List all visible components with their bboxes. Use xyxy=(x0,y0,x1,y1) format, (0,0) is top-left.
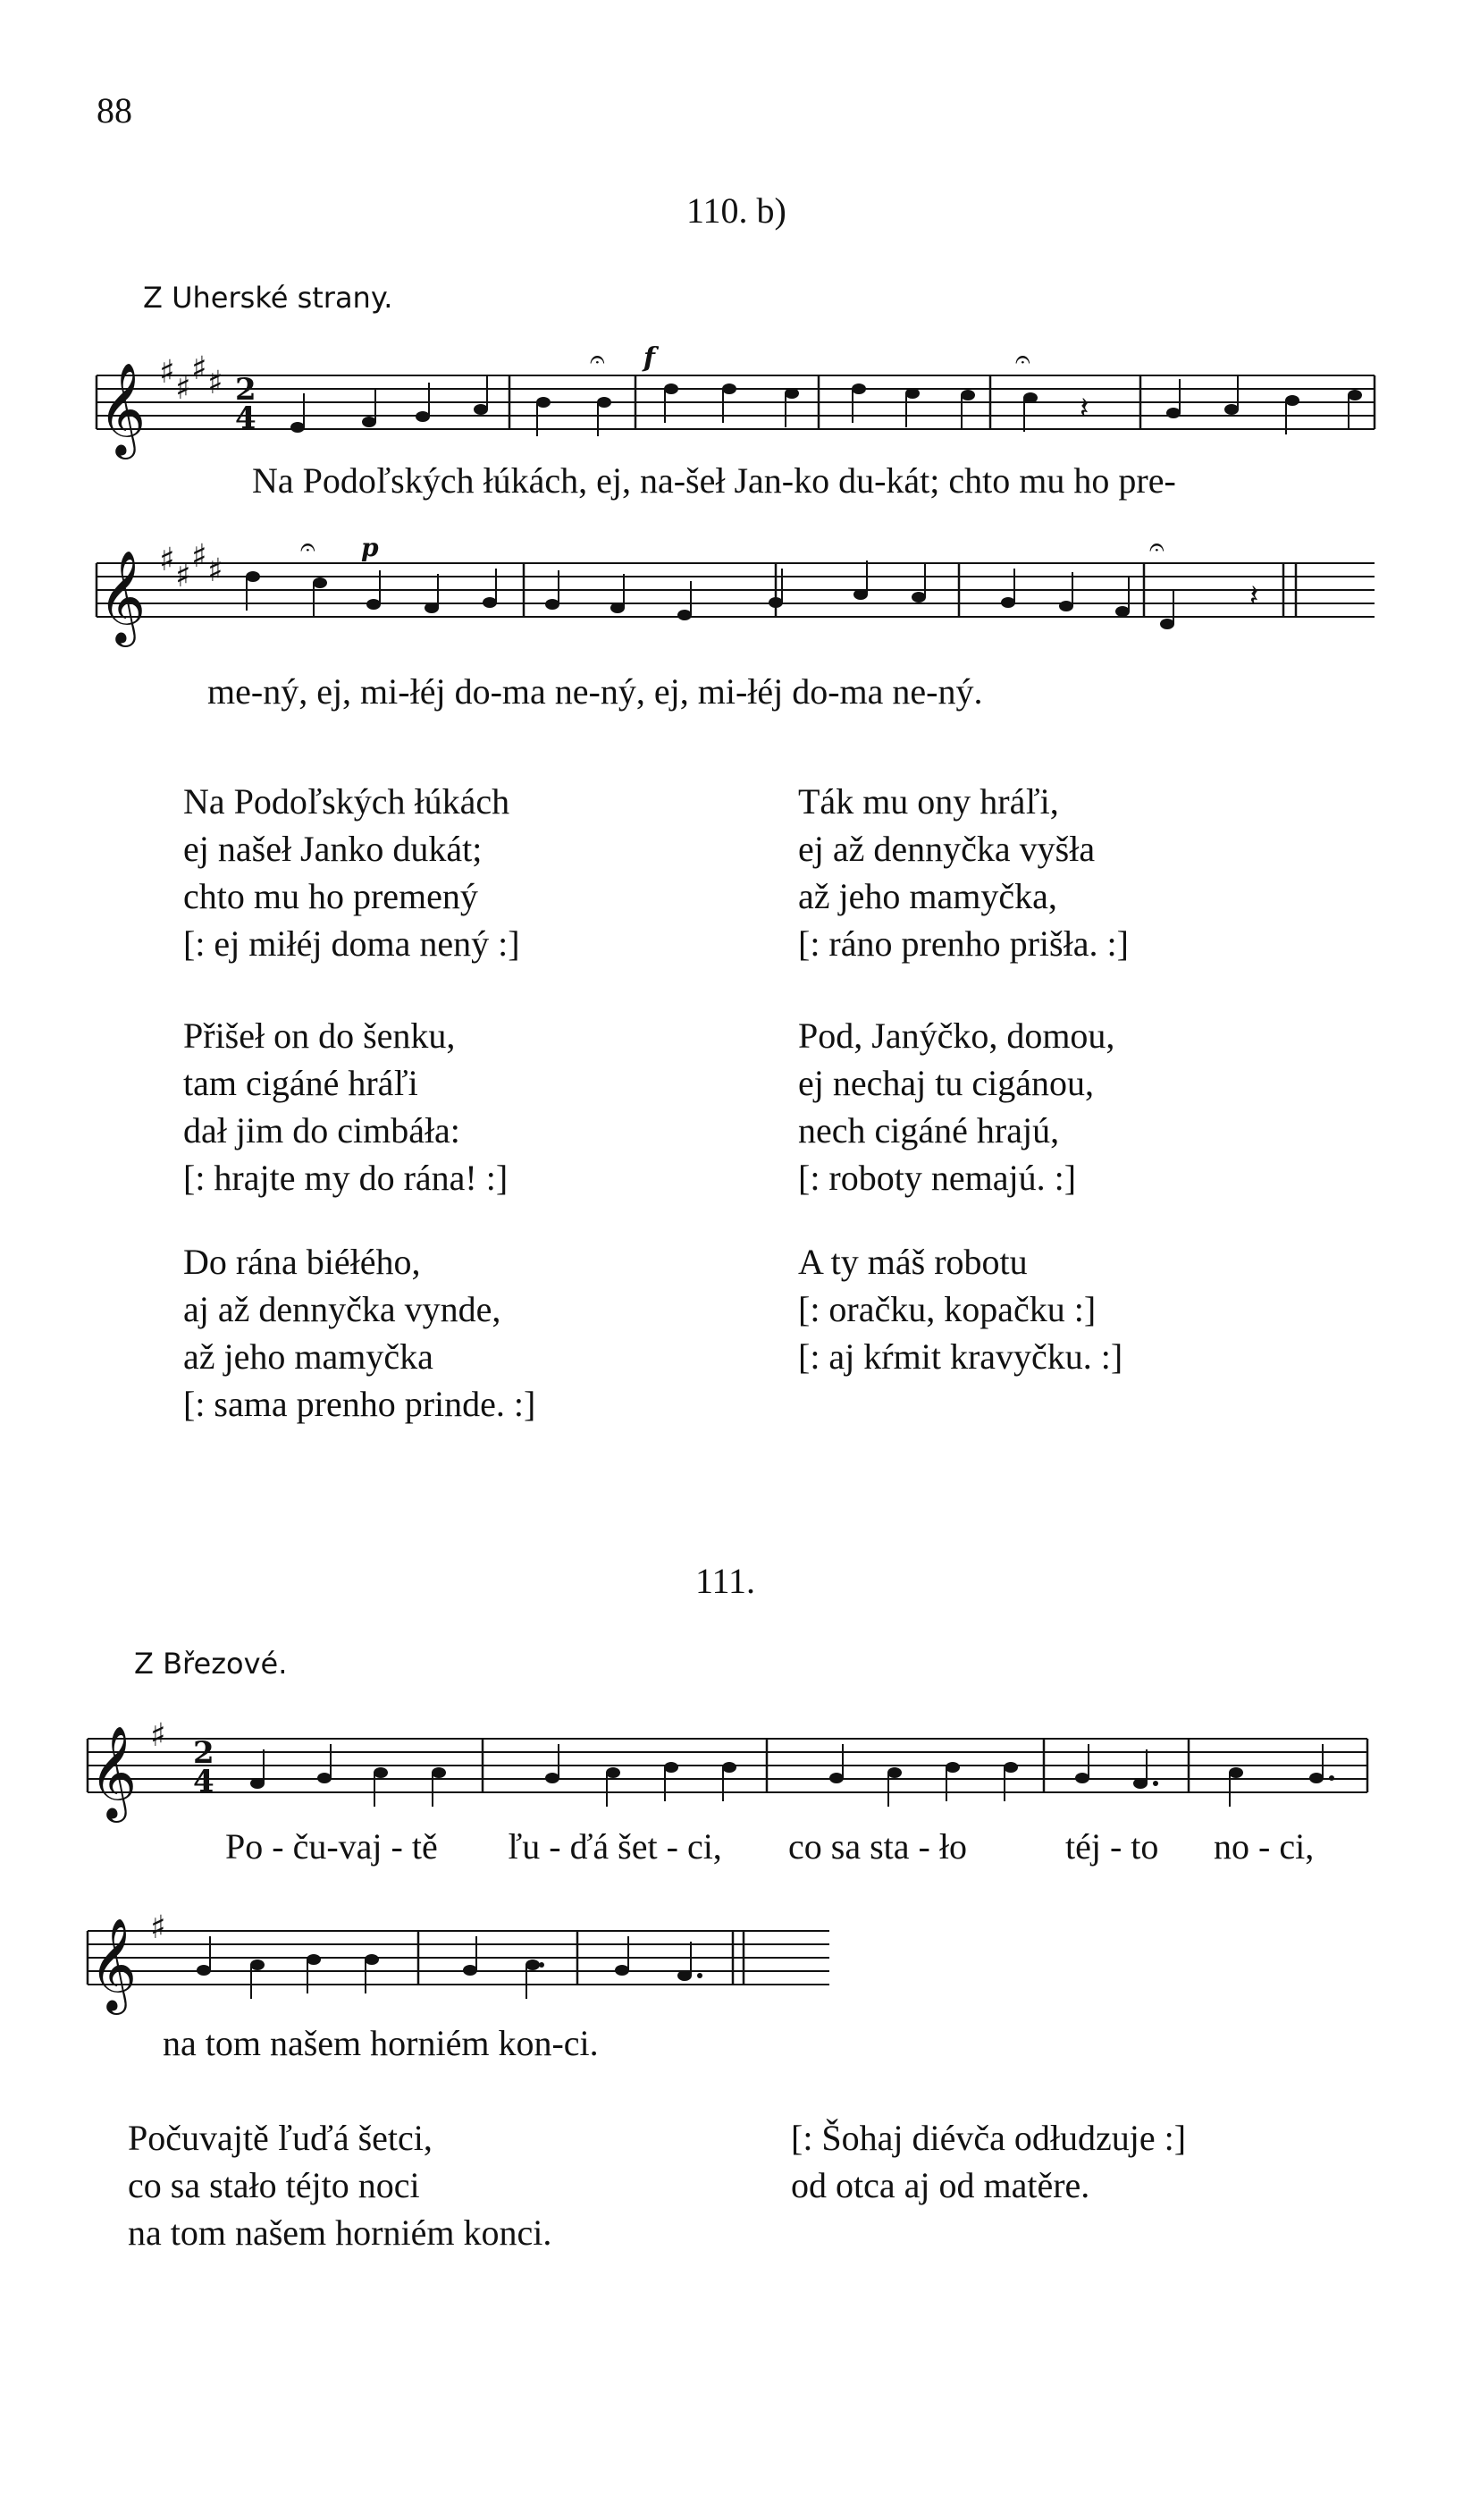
svg-text:♯: ♯ xyxy=(159,542,175,578)
rest: 𝄽 xyxy=(1080,391,1089,426)
fermata-icon: 𝄐 xyxy=(300,532,315,563)
song-origin-111: Z Březové. xyxy=(134,1647,288,1681)
music-staff-111-2 xyxy=(88,1909,838,2020)
stanza-110b-1: Na Podoľských łúkách ej našeł Janko dukát; chto mu ho premený [: ej miłéj doma nený :] xyxy=(183,781,520,964)
svg-text:♯: ♯ xyxy=(159,354,175,391)
dynamic-piano: p xyxy=(361,533,379,562)
staff-lines xyxy=(97,563,1375,617)
notes xyxy=(246,560,1174,629)
key-signature-sharp: ♯ xyxy=(150,1909,166,1946)
time-signature-top: 2 xyxy=(235,372,256,408)
treble-clef-icon: 𝄞 xyxy=(89,1725,138,1819)
fermata-icon: 𝄐 xyxy=(1149,532,1165,563)
time-signature-top: 2 xyxy=(193,1735,214,1771)
key-signature-sharps xyxy=(159,538,223,594)
lyric-line-111-2: na tom našem horniém kon-ci. xyxy=(163,2023,599,2063)
treble-clef-icon: 𝄞 xyxy=(98,362,147,456)
staff-lines xyxy=(97,375,1375,429)
svg-text:♯: ♯ xyxy=(175,370,191,407)
stanza-110b-4: Ták mu ony hráľi, ej až dennyčka vyšła až jeho mamyčka, [: ráno prenho prišła. :] xyxy=(798,781,1129,964)
svg-text:♯: ♯ xyxy=(207,365,223,401)
stanza-111-1: Počuvajtě ľuďá šetci, co sa stało téjto noci na tom našem horniém konci. xyxy=(128,2118,552,2253)
stanza-110b-5: Pod, Janýčko, domou, ej nechaj tu cigánou, nech cigáné hrajú, [: roboty nemajú. :] xyxy=(798,1016,1115,1198)
time-signature-bottom: 4 xyxy=(235,400,256,436)
stanza-110b-6: A ty máš robotu [: oračku, kopačku :] [: aj kŕmit kravyčku. :] xyxy=(798,1242,1123,1377)
fermata-icon: 𝄐 xyxy=(1015,344,1030,375)
svg-text:♯: ♯ xyxy=(207,552,223,589)
page-number: 88 xyxy=(97,90,132,131)
svg-text:♯: ♯ xyxy=(175,558,191,594)
music-staff-111-1 xyxy=(88,1717,1375,1828)
stanza-110b-3: Do rána biéłého, aj až dennyčka vynde, až jeho mamyčka [: sama prenho prinde. :] xyxy=(183,1242,536,1424)
lyric-line-110b-1: Na Podoľských łúkách, ej, na-šeł Jan-ko du-kát; chto mu ho pre- xyxy=(252,460,1176,501)
lyric-111-1-seg4: téj - to xyxy=(1065,1826,1159,1867)
stanza-110b-2: Přišeł on do šenku, tam cigáné hráľi dał jim do cimbáła: [: hrajte my do rána! :] xyxy=(183,1016,509,1198)
notes xyxy=(290,375,1362,436)
key-signature-sharp: ♯ xyxy=(150,1717,166,1754)
key-signature-sharps xyxy=(159,350,223,407)
lyric-111-1-seg5: no - ci, xyxy=(1214,1826,1315,1867)
rest: 𝄽 xyxy=(1249,578,1259,614)
lyric-111-1-seg3: co sa sta - ło xyxy=(788,1826,967,1867)
dynamic-forte: f xyxy=(643,342,655,374)
music-staff-110b-1 xyxy=(97,342,1383,465)
lyric-111-1-seg1: Po - ču-vaj - tě xyxy=(225,1826,438,1867)
music-staff-110b-2 xyxy=(97,532,1383,653)
svg-text:♯: ♯ xyxy=(191,350,207,387)
stanza-111-2: [: Šohaj diévča odłudzuje :] od otca aj od matěre. xyxy=(791,2118,1187,2205)
time-signature-bottom: 4 xyxy=(193,1764,214,1799)
song-number-111: 111. xyxy=(695,1561,756,1601)
notes xyxy=(197,1936,702,1999)
lyric-111-1-seg2: ľu - ďá šet - ci, xyxy=(508,1826,722,1867)
treble-clef-icon: 𝄞 xyxy=(89,1917,138,2011)
staff-lines xyxy=(88,1931,829,1985)
fermata-icon: 𝄐 xyxy=(590,344,605,375)
notes xyxy=(250,1744,1334,1807)
song-origin-110b: Z Uherské strany. xyxy=(143,281,393,315)
song-number-110b: 110. b) xyxy=(686,190,786,231)
treble-clef-icon: 𝄞 xyxy=(98,550,147,644)
lyric-line-110b-2: me-ný, ej, mi-łéj do-ma ne-ný, ej, mi-łéj do-ma ne-ný. xyxy=(207,671,983,712)
svg-text:♯: ♯ xyxy=(191,538,207,575)
